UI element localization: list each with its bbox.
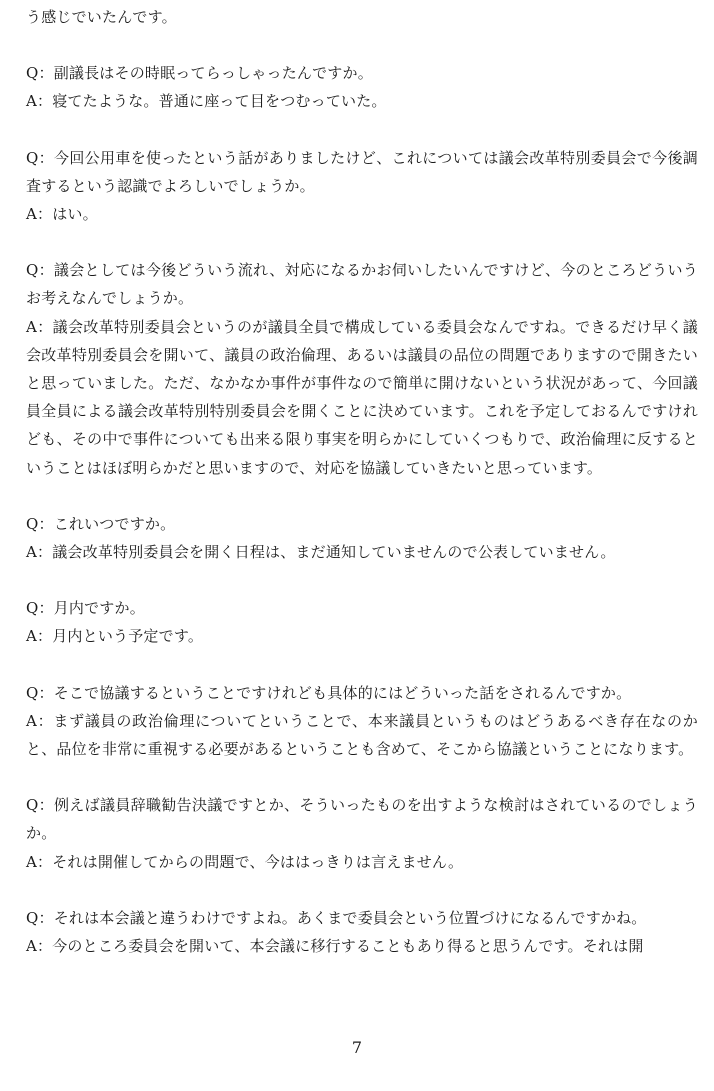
answer-line: A：議会改革特別委員会を開く日程は、まだ通知していませんので公表していません。 [26, 543, 616, 562]
qa-block-2 [26, 144, 698, 229]
answer-line: A：今のところ委員会を開いて、本会議に移行することもあり得ると思うんです。それは開 [26, 937, 644, 956]
qa-block-4 [26, 510, 698, 566]
question-line: Q：それは本会議と違うわけですよね。あくまで委員会という位置づけになるんですかね。 [26, 908, 647, 927]
qa-block-3 [26, 256, 698, 482]
qa-block-7 [26, 791, 698, 876]
document-body [26, 0, 698, 960]
answer-line: A：はい。 [26, 205, 98, 224]
answer-line: A：月内という予定です。 [26, 627, 204, 646]
answer-line: A：寝てたような。普通に座って目をつむっていた。 [26, 92, 387, 111]
question-line: Q：月内ですか。 [26, 599, 145, 618]
question-line: Q：議会としては今後どういう流れ、対応になるかお伺いしたいんですけど、今のところどういうお考えなんでしょうか。 [26, 261, 698, 308]
qa-block-6 [26, 679, 698, 764]
answer-line: A：まず議員の政治倫理についてということで、本来議員というものはどうあるべき存在なのかと、品位を非常に重視する必要があるということも含めて、そこから協議ということになります。 [26, 711, 698, 759]
answer-line: A：議会改革特別委員会というのが議員全員で構成している委員会なんですね。できるだけ早く議会改革特別委員会を開いて、議員の政治倫理、あるいは議員の品位の問題でありますので開きたいと思っていました。ただ、なかなか事件が事件なので簡単に開けないという状況があって、今回議員全員による議会改革特別特別委員会を開くことに決めています。これを予定しておるんですけれども、その中で事件についても出来る限り事実を明らかにしていくつもりで、政治倫理に反するということはほぼ明らかだと思いますので、対応を協議していきたいと思っています。 [26, 317, 698, 477]
page-number: 7 [351, 1038, 363, 1057]
question-line: Q：副議長はその時眠ってらっしゃったんですか。 [26, 64, 373, 83]
qa-block-8 [26, 904, 698, 960]
question-line: Q：そこで協議するということですけれども具体的にはどういった話をされるんですか。 [26, 683, 632, 702]
qa-block-5 [26, 594, 698, 650]
question-line: Q：これいつですか。 [26, 514, 176, 533]
continuation-block [26, 3, 698, 31]
answer-line: A：それは開催してからの問題で、今ははっきりは言えません。 [26, 852, 464, 871]
qa-block-1 [26, 59, 698, 115]
question-line: Q：今回公用車を使ったという話がありましたけど、これについては議会改革特別委員会で今後調査するという認識でよろしいでしょうか。 [26, 148, 698, 195]
question-line: Q：例えば議員辞職勧告決議ですとか、そういったものを出すような検討はされているのでしょうか。 [26, 796, 698, 843]
paragraph: う感じでいたんです。 [26, 8, 177, 26]
